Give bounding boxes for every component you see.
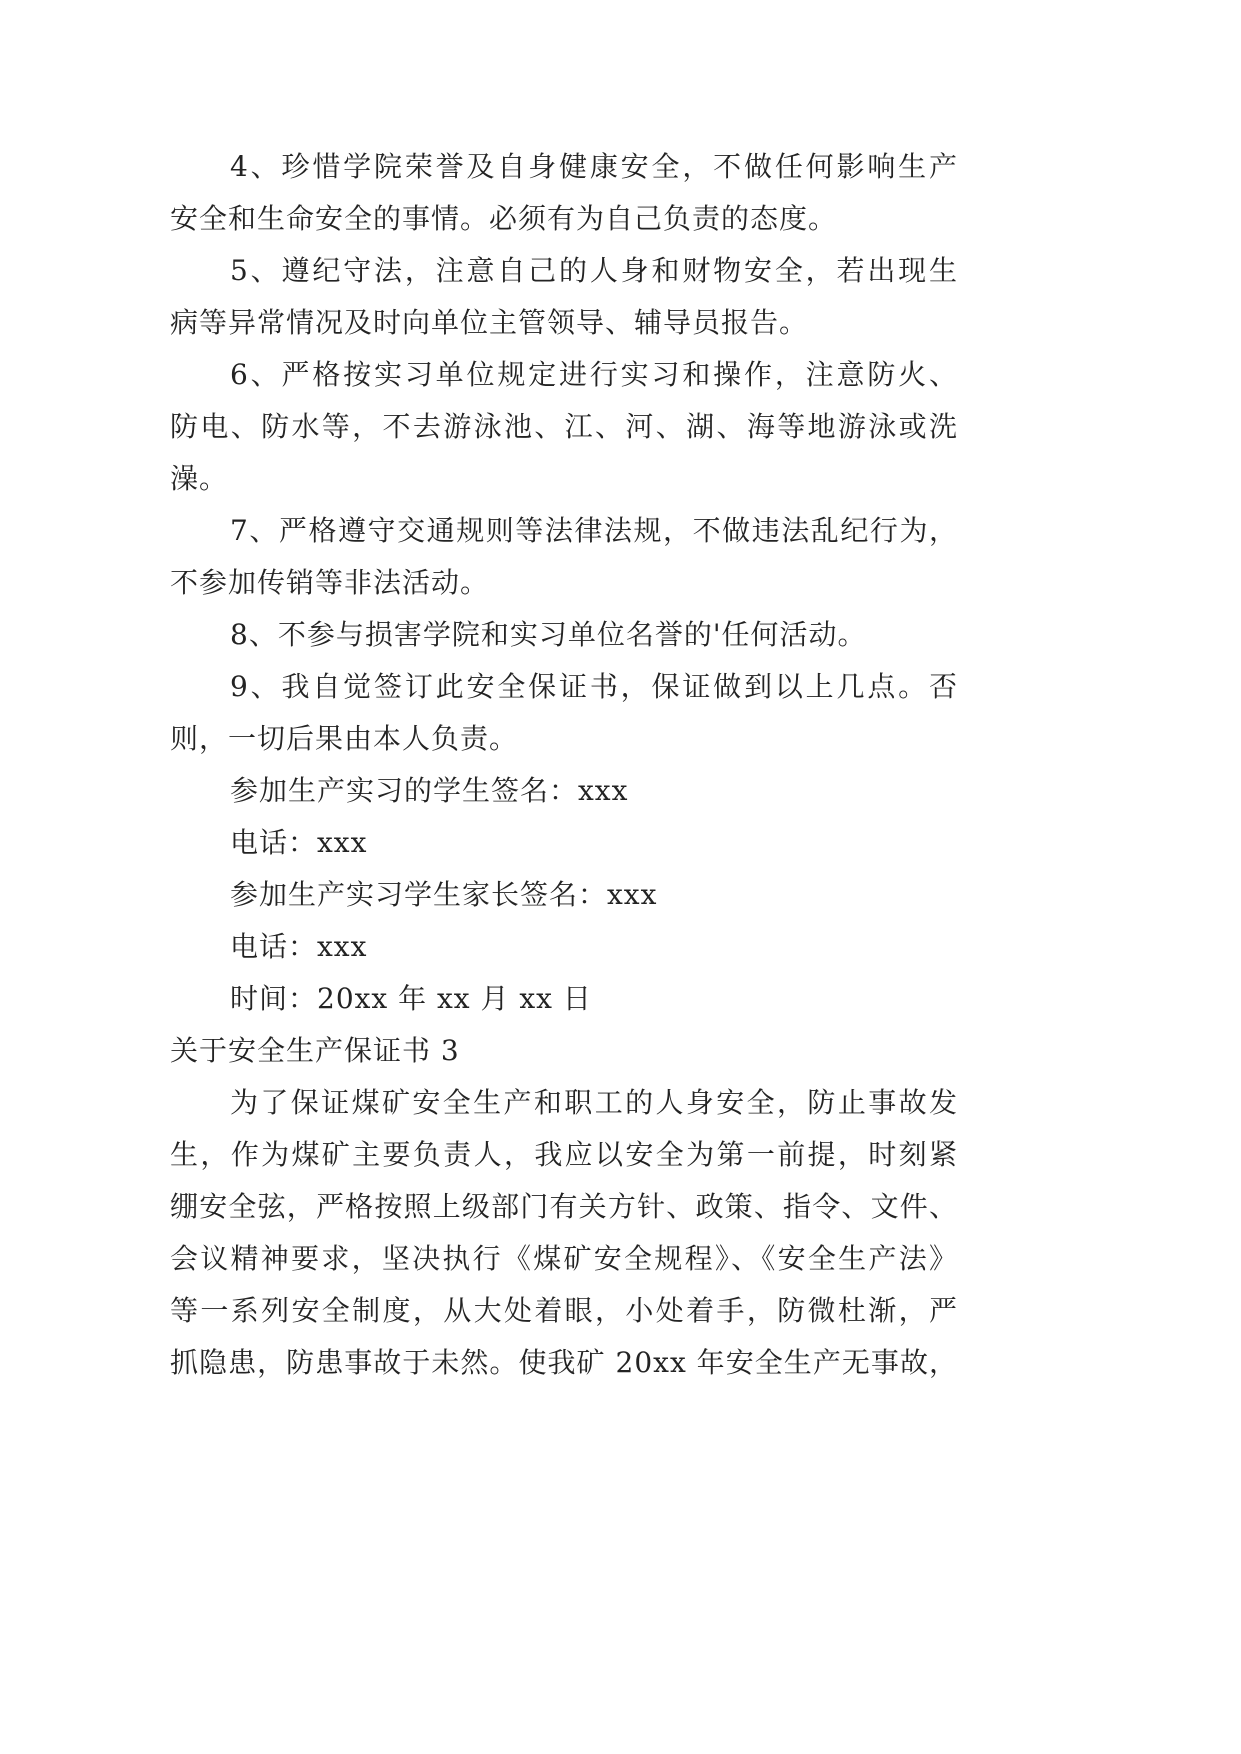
paragraph-line: 绷安全弦，严格按照上级部门有关方针、政策、指令、文件、	[170, 1190, 958, 1223]
list-item-9	[170, 661, 958, 765]
signature-block	[170, 765, 958, 1025]
student-phone-line: 电话：xxx	[230, 826, 368, 859]
paragraph-line: 安全和生命安全的事情。必须有为自己负责的态度。	[170, 202, 838, 235]
student-signature-line: 参加生产实习的学生签名：xxx	[230, 774, 629, 807]
paragraph-line: 会议精神要求，坚决执行《煤矿安全规程》、《安全生产法》	[170, 1242, 958, 1275]
paragraph-line: 澡。	[170, 462, 229, 495]
paragraph-line: 生，作为煤矿主要负责人，我应以安全为第一前提，时刻紧	[170, 1138, 958, 1171]
list-item-7	[170, 505, 958, 609]
paragraph-line: 抓隐患，防患事故于未然。使我矿 20xx 年安全生产无事故，	[170, 1346, 958, 1379]
parent-signature-line: 参加生产实习学生家长签名：xxx	[230, 878, 658, 911]
date-line: 时间：20xx 年 xx 月 xx 日	[230, 982, 592, 1015]
parent-phone-line: 电话：xxx	[230, 930, 368, 963]
paragraph-line: 则，一切后果由本人负责。	[170, 722, 519, 755]
paragraph-line: 6、严格按实习单位规定进行实习和操作，注意防火、	[230, 358, 958, 391]
paragraph-line: 不参加传销等非法活动。	[170, 566, 490, 599]
paragraph-line: 8、不参与损害学院和实习单位名誉的'任何活动。	[230, 618, 867, 651]
paragraph-line: 病等异常情况及时向单位主管领导、辅导员报告。	[170, 306, 809, 339]
section-paragraph	[170, 1077, 958, 1389]
list-item-4	[170, 141, 958, 245]
list-item-5	[170, 245, 958, 349]
document-body	[170, 141, 958, 1389]
paragraph-line: 防电、防水等，不去游泳池、江、河、湖、海等地游泳或洗	[170, 410, 958, 443]
paragraph-line: 9、我自觉签订此安全保证书，保证做到以上几点。否	[230, 670, 958, 703]
paragraph-line: 5、遵纪守法，注意自己的人身和财物安全，若出现生	[230, 254, 958, 287]
list-item-8	[170, 609, 958, 661]
paragraph-line: 等一系列安全制度，从大处着眼，小处着手，防微杜渐，严	[170, 1294, 958, 1327]
paragraph-line: 4、珍惜学院荣誉及自身健康安全，不做任何影响生产	[230, 150, 958, 183]
list-item-6	[170, 349, 958, 505]
paragraph-line: 7、严格遵守交通规则等法律法规，不做违法乱纪行为，	[230, 514, 958, 547]
paragraph-line: 为了保证煤矿安全生产和职工的人身安全，防止事故发	[230, 1086, 958, 1119]
section-title: 关于安全生产保证书 3	[170, 1034, 460, 1067]
